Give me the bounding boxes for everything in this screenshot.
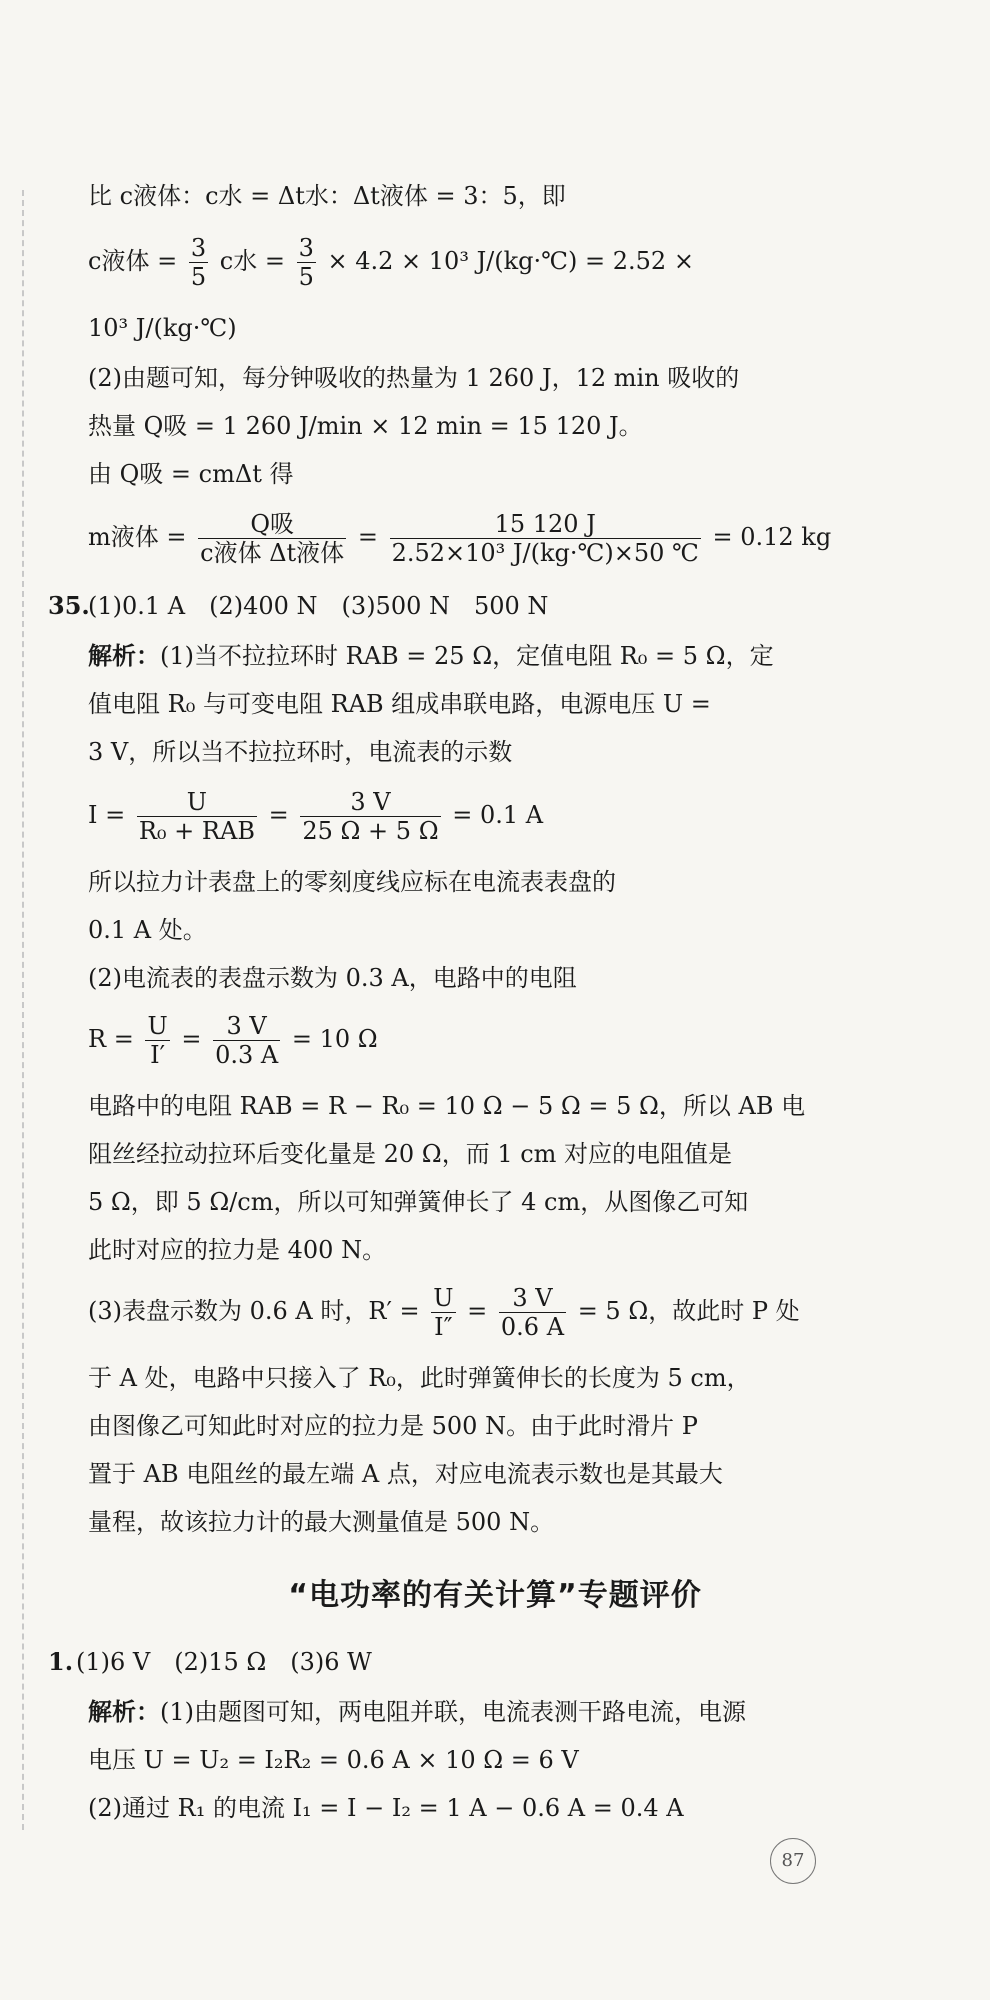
analysis-label: 解析：	[88, 641, 160, 670]
fraction: $\frac{3 V}{0.6 A}$	[500, 1284, 565, 1341]
section-heading: “电功率的有关计算”专题评价	[288, 1578, 702, 1613]
text-line: 所以拉力计表盘上的零刻度线应标在电流表表盘的	[88, 868, 616, 896]
equation-resistance: R = $\frac{U}{I'}$ = $\frac{3 V}{0.3 A}$ = 10 Ω	[88, 1012, 378, 1069]
text-line: (2)电流表的表盘示数为 0.3 A，电路中的电阻	[88, 964, 577, 992]
text-line: 解析：(1)由题图可知，两电阻并联，电流表测干路电流，电源	[88, 1697, 746, 1726]
fraction: $\frac{3}{5}$	[298, 234, 314, 291]
fraction: $\frac{U}{I''}$	[433, 1284, 454, 1341]
question-number: 35.	[48, 591, 90, 620]
text-line: 于 A 处，电路中只接入了 R₀，此时弹簧伸长的长度为 5 cm，	[88, 1364, 751, 1392]
answer-line: (1)6 V (2)15 Ω (3)6 W	[76, 1648, 372, 1676]
text-line: 此时对应的拉力是 400 N。	[88, 1236, 387, 1264]
text-line: (2)由题可知，每分钟吸收的热量为 1 260 J，12 min 吸收的	[88, 364, 740, 392]
fraction: $\frac{3 V}{25 \Omega + 5 \Omega}$	[302, 788, 439, 845]
text-line: 10³ J/(kg·℃)	[88, 314, 237, 342]
answer-line: (1)0.1 A (2)400 N (3)500 N 500 N	[88, 592, 549, 620]
question-number: 1.	[48, 1647, 74, 1676]
fraction: $\frac{3 V}{0.3 A}$	[215, 1012, 279, 1069]
equation-r-prime: (3)表盘示数为 0.6 A 时，R′ = $\frac{U}{I''}$ = $\frac{3 V}{0.6 A}$ = 5 Ω，故此时 P 处	[88, 1284, 800, 1341]
analysis-label: 解析：	[88, 1697, 160, 1726]
text-line: 值电阻 R₀ 与可变电阻 RAB 组成串联电路，电源电压 U =	[88, 690, 711, 718]
text-line: 量程，故该拉力计的最大测量值是 500 N。	[88, 1508, 555, 1536]
text-line: (2)通过 R₁ 的电流 I₁ = I − I₂ = 1 A − 0.6 A = 0.4 A	[88, 1794, 684, 1822]
text-line: 置于 AB 电阻丝的最左端 A 点，对应电流表示数也是其最大	[88, 1460, 723, 1488]
text-line: 热量 Q吸 = 1 260 J/min × 12 min = 15 120 J。	[88, 412, 643, 440]
equation-specific-heat: c液体 = $\frac{3}{5}$ c水 = $\frac{3}{5}$ × 4.2 × 10³ J/(kg·℃) = 2.52 ×	[88, 234, 694, 291]
text-line: 由 Q吸 = cmΔt 得	[88, 460, 294, 488]
text-line: 5 Ω，即 5 Ω/cm，所以可知弹簧伸长了 4 cm，从图像乙可知	[88, 1188, 749, 1216]
fraction: $\frac{U}{I'}$	[147, 1012, 168, 1069]
text-line: 电路中的电阻 RAB = R − R₀ = 10 Ω − 5 Ω = 5 Ω，所以 AB 电	[88, 1092, 806, 1120]
fraction: $\frac{3}{5}$	[190, 234, 207, 291]
text-line: 3 V，所以当不拉拉环时，电流表的示数	[88, 738, 513, 766]
text-line: 比 c液体：c水 = Δt水：Δt液体 = 3：5，即	[88, 182, 566, 210]
fraction: $\frac{\text{Q吸}}{\text{c液体 Δt液体}}$	[200, 510, 345, 567]
page-number: 87	[770, 1838, 816, 1884]
equation-mass: m液体 = $\frac{\text{Q吸}}{\text{c液体 Δt液体}}$ = $\frac{15 120 J}{\text{2.52×10³ J/(kg·℃)×50 ℃}}$ = 0.12 kg	[88, 510, 832, 567]
text-line: 解析：(1)当不拉拉环时 RAB = 25 Ω，定值电阻 R₀ = 5 Ω，定	[88, 641, 774, 670]
equation-current: I = $\frac{U}{\text{R₀ + RAB}}$ = $\frac{3 V}{25 \Omega + 5 \Omega}$ = 0.1 A	[88, 788, 544, 845]
text-line: 由图像乙可知此时对应的拉力是 500 N。由于此时滑片 P	[88, 1412, 698, 1440]
text-line: 0.1 A 处。	[88, 916, 207, 944]
text-line: 电压 U = U₂ = I₂R₂ = 0.6 A × 10 Ω = 6 V	[88, 1746, 579, 1774]
text-line: 阻丝经拉动拉环后变化量是 20 Ω，而 1 cm 对应的电阻值是	[88, 1140, 733, 1168]
fraction: $\frac{U}{\text{R₀ + RAB}}$	[138, 788, 255, 845]
fraction: $\frac{15 120 J}{\text{2.52×10³ J/(kg·℃)×50 ℃}}$	[391, 510, 699, 567]
